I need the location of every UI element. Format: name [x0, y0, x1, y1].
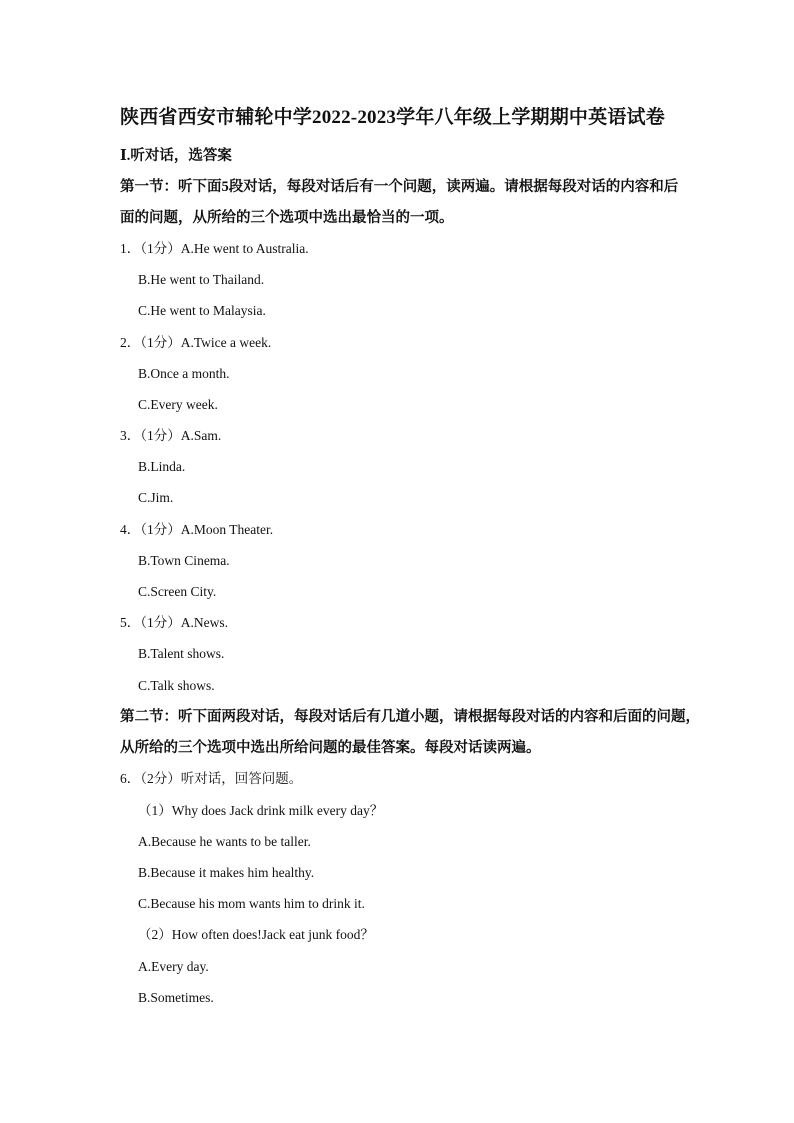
option-c: C.Every week. — [138, 397, 218, 412]
option-b: B.Once a month. — [138, 366, 230, 381]
question-stem: 3．（1分）A.Sam. — [120, 428, 222, 443]
part2-instructions-line1: 第二节：听下面两段对话，每段对话后有几道小题，请根据每段对话的内容和后面的问题， — [120, 709, 700, 725]
question-stem: 1．（1分）A.He went to Australia. — [120, 241, 309, 256]
option-b: B.Because it makes him healthy. — [138, 865, 315, 880]
option-a: A.Every day. — [138, 959, 209, 974]
option-c: C.Because his mom wants him to drink it. — [138, 896, 365, 911]
option-a: A.Because he wants to be taller. — [138, 834, 311, 849]
question-stem: 6．（2分）听对话，回答问题。 — [120, 771, 303, 786]
option-c: C.Screen City. — [138, 584, 217, 599]
question-stem: 2．（1分）A.Twice a week. — [120, 335, 272, 350]
question-stem: 4．（1分）A.Moon Theater. — [120, 522, 274, 537]
exam-title: 陕西省西安市辅轮中学2022-2023学年八年级上学期期中英语试卷 — [120, 107, 665, 128]
option-b: B.Talent shows. — [138, 646, 225, 661]
option-b: B.Sometimes. — [138, 990, 214, 1005]
part2-instructions-line2: 从所给的三个选项中选出所给问题的最佳答案。每段对话读两遍。 — [120, 740, 541, 756]
option-c: C.He went to Malaysia. — [138, 303, 266, 318]
question-stem: 5．（1分）A.News. — [120, 615, 228, 630]
option-c: C.Talk shows. — [138, 678, 215, 693]
option-b: B.He went to Thailand. — [138, 272, 265, 287]
section-heading-listening: Ⅰ.听对话，选答案 — [120, 148, 232, 164]
option-c: C.Jim. — [138, 490, 174, 505]
part1-instructions-line2: 面的问题，从所给的三个选项中选出最恰当的一项。 — [120, 210, 454, 226]
sub-question: （1）Why does Jack drink milk every day？ — [138, 803, 384, 818]
option-b: B.Linda. — [138, 459, 186, 474]
sub-question: （2）How often does!Jack eat junk food？ — [138, 927, 374, 942]
part1-instructions-line1: 第一节：听下面5段对话，每段对话后有一个问题，读两遍。请根据每段对话的内容和后 — [120, 179, 679, 195]
option-b: B.Town Cinema. — [138, 553, 230, 568]
